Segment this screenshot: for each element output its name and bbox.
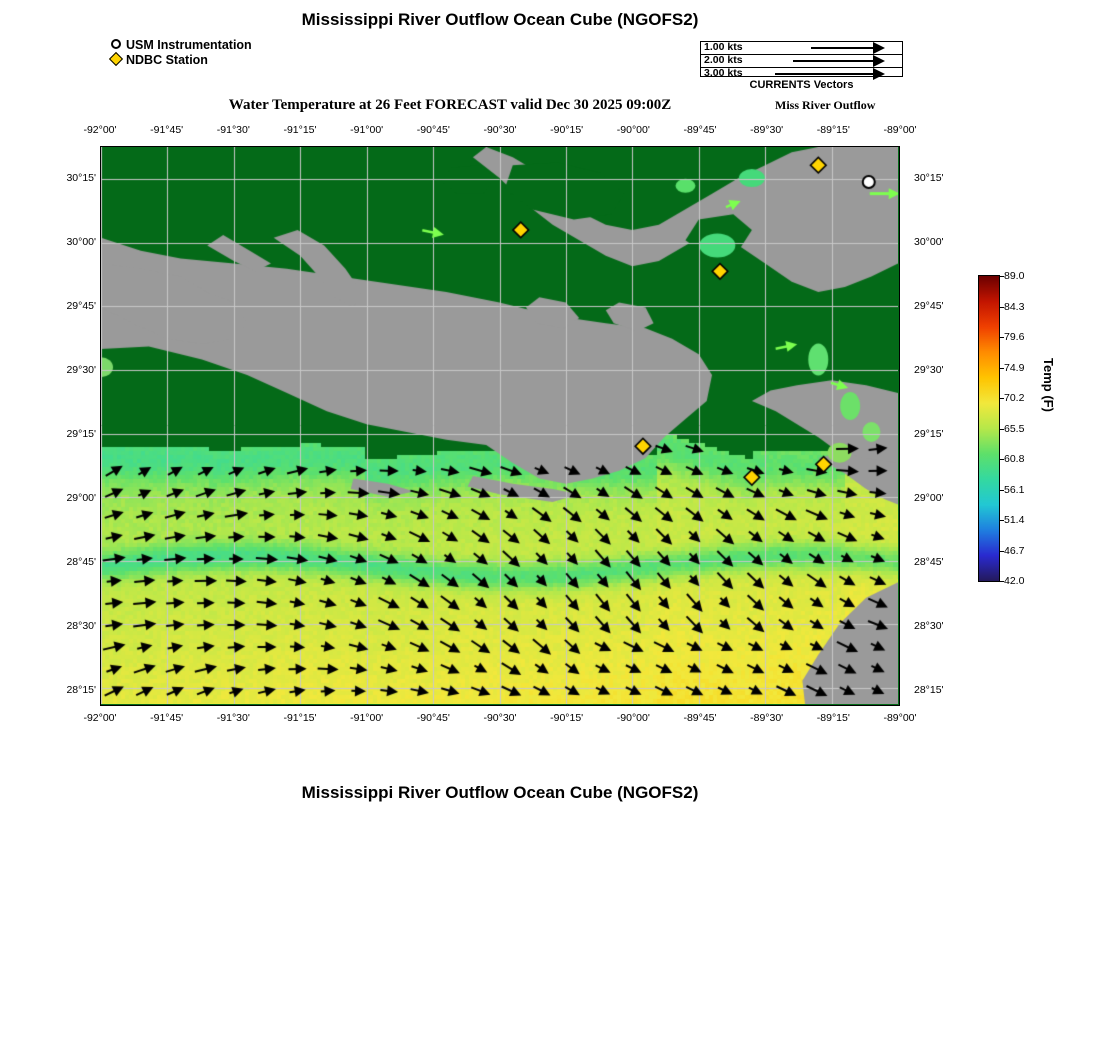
colorbar-tick-mark bbox=[1000, 581, 1004, 582]
legend-label: NDBC Station bbox=[126, 53, 208, 67]
colorbar-tick-label: 56.1 bbox=[1004, 483, 1025, 496]
circle-marker-icon bbox=[108, 38, 126, 52]
colorbar-tick-mark bbox=[1000, 398, 1004, 399]
y-tick-label: 29°30' bbox=[66, 364, 96, 376]
colorbar-tick-label: 70.2 bbox=[1004, 392, 1025, 404]
diamond-marker-icon bbox=[108, 53, 126, 67]
colorbar-tick-label: 65.5 bbox=[1004, 422, 1025, 435]
colorbar-tick-label: 51.4 bbox=[1004, 514, 1025, 526]
x-tick-label: -90°45' bbox=[416, 124, 450, 136]
station-legend bbox=[108, 38, 252, 68]
colorbar-tick-mark bbox=[1000, 337, 1004, 338]
x-tick-label: -89°15' bbox=[816, 712, 850, 724]
vector-head-icon bbox=[873, 55, 885, 67]
x-tick-label: -90°15' bbox=[550, 124, 584, 136]
x-tick-label: -90°15' bbox=[550, 712, 584, 724]
y-tick-label: 28°45' bbox=[914, 556, 944, 568]
vector-shaft bbox=[775, 73, 873, 75]
x-tick-label: -92°00' bbox=[83, 124, 117, 136]
x-tick-label: -91°00' bbox=[350, 124, 384, 136]
x-tick-label: -91°30' bbox=[216, 712, 250, 724]
vector-key-label: 3.00 kts bbox=[704, 67, 743, 79]
x-tick-label: -89°30' bbox=[750, 124, 784, 136]
y-tick-label: 28°45' bbox=[66, 556, 96, 568]
colorbar-tick-label: 46.7 bbox=[1004, 544, 1025, 557]
colorbar-tick-mark bbox=[1000, 429, 1004, 430]
colorbar-tick-label: 60.8 bbox=[1004, 453, 1025, 465]
x-tick-label: -89°00' bbox=[883, 124, 917, 136]
y-tick-label: 30°15' bbox=[66, 172, 96, 184]
legend-item-ndbc bbox=[108, 53, 252, 67]
colorbar-tick-label: 84.3 bbox=[1004, 300, 1025, 313]
y-tick-label: 29°45' bbox=[66, 300, 96, 312]
x-tick-label: -90°45' bbox=[416, 712, 450, 724]
map-panel[interactable] bbox=[100, 146, 900, 706]
y-tick-label: 29°15' bbox=[914, 428, 944, 440]
x-tick-label: -89°15' bbox=[816, 124, 850, 136]
vector-key-caption: CURRENTS Vectors bbox=[749, 79, 854, 91]
bottom-title: Mississippi River Outflow Ocean Cube (NGOFS2) bbox=[301, 783, 699, 802]
x-tick-label: -91°00' bbox=[350, 712, 384, 724]
colorbar-tick-label: 74.9 bbox=[1004, 361, 1025, 374]
x-tick-label: -91°15' bbox=[283, 712, 317, 724]
x-tick-label: -89°30' bbox=[750, 712, 784, 724]
x-tick-label: -89°45' bbox=[683, 124, 717, 136]
y-tick-label: 30°00' bbox=[914, 236, 944, 248]
vector-key-label: 2.00 kts bbox=[704, 54, 743, 66]
colorbar-tick-mark bbox=[1000, 307, 1004, 308]
legend-item-usm bbox=[108, 38, 252, 52]
x-tick-label: -92°00' bbox=[83, 712, 117, 724]
y-tick-label: 30°15' bbox=[914, 172, 944, 184]
y-tick-label: 30°00' bbox=[66, 236, 96, 248]
colorbar-tick-mark bbox=[1000, 368, 1004, 369]
x-axis-bottom bbox=[83, 712, 917, 726]
colorbar-tick-mark bbox=[1000, 276, 1004, 277]
x-tick-label: -91°45' bbox=[150, 124, 184, 136]
y-tick-label: 29°45' bbox=[914, 300, 944, 312]
vector-head-icon bbox=[873, 42, 885, 54]
vector-key-label: 1.00 kts bbox=[704, 41, 743, 53]
colorbar-tick-label: 79.6 bbox=[1004, 331, 1025, 343]
x-tick-label: -90°30' bbox=[483, 712, 517, 724]
y-axis-right bbox=[906, 146, 966, 706]
x-tick-label: -90°00' bbox=[616, 124, 650, 136]
y-tick-label: 29°00' bbox=[914, 492, 944, 504]
y-tick-label: 29°30' bbox=[914, 364, 944, 376]
x-tick-label: -89°00' bbox=[883, 712, 917, 724]
y-tick-label: 28°30' bbox=[66, 620, 96, 632]
colorbar-tick-mark bbox=[1000, 551, 1004, 552]
outflow-annotation: Miss River Outflow bbox=[775, 98, 876, 112]
y-tick-label: 28°30' bbox=[914, 620, 944, 632]
currents-vector-key bbox=[700, 41, 903, 77]
x-axis-top bbox=[83, 124, 917, 138]
y-axis-left bbox=[40, 146, 96, 706]
vector-shaft bbox=[793, 60, 873, 62]
x-tick-label: -89°45' bbox=[683, 712, 717, 724]
colorbar-tick-mark bbox=[1000, 520, 1004, 521]
x-tick-label: -90°30' bbox=[483, 124, 517, 136]
y-tick-label: 29°15' bbox=[66, 428, 96, 440]
x-tick-label: -91°30' bbox=[216, 124, 250, 136]
colorbar-title: Temp (F) bbox=[1041, 358, 1056, 412]
x-tick-label: -91°15' bbox=[283, 124, 317, 136]
colorbar bbox=[978, 275, 1000, 582]
x-tick-label: -91°45' bbox=[150, 712, 184, 724]
y-tick-label: 29°00' bbox=[66, 492, 96, 504]
colorbar-tick-mark bbox=[1000, 490, 1004, 491]
x-tick-label: -90°00' bbox=[616, 712, 650, 724]
map-canvas[interactable] bbox=[101, 147, 898, 704]
colorbar-tick-label: 42.0 bbox=[1004, 575, 1025, 587]
vector-shaft bbox=[811, 47, 873, 49]
y-tick-label: 28°15' bbox=[66, 684, 96, 696]
legend-label: USM Instrumentation bbox=[126, 38, 252, 52]
page-title: Mississippi River Outflow Ocean Cube (NGOFS2) bbox=[301, 10, 699, 29]
colorbar-tick-label: 89.0 bbox=[1004, 270, 1025, 282]
colorbar-tick-mark bbox=[1000, 459, 1004, 460]
chart-subtitle: Water Temperature at 26 Feet FORECAST valid Dec 30 2025 09:00Z bbox=[228, 97, 672, 113]
y-tick-label: 28°15' bbox=[914, 684, 944, 696]
